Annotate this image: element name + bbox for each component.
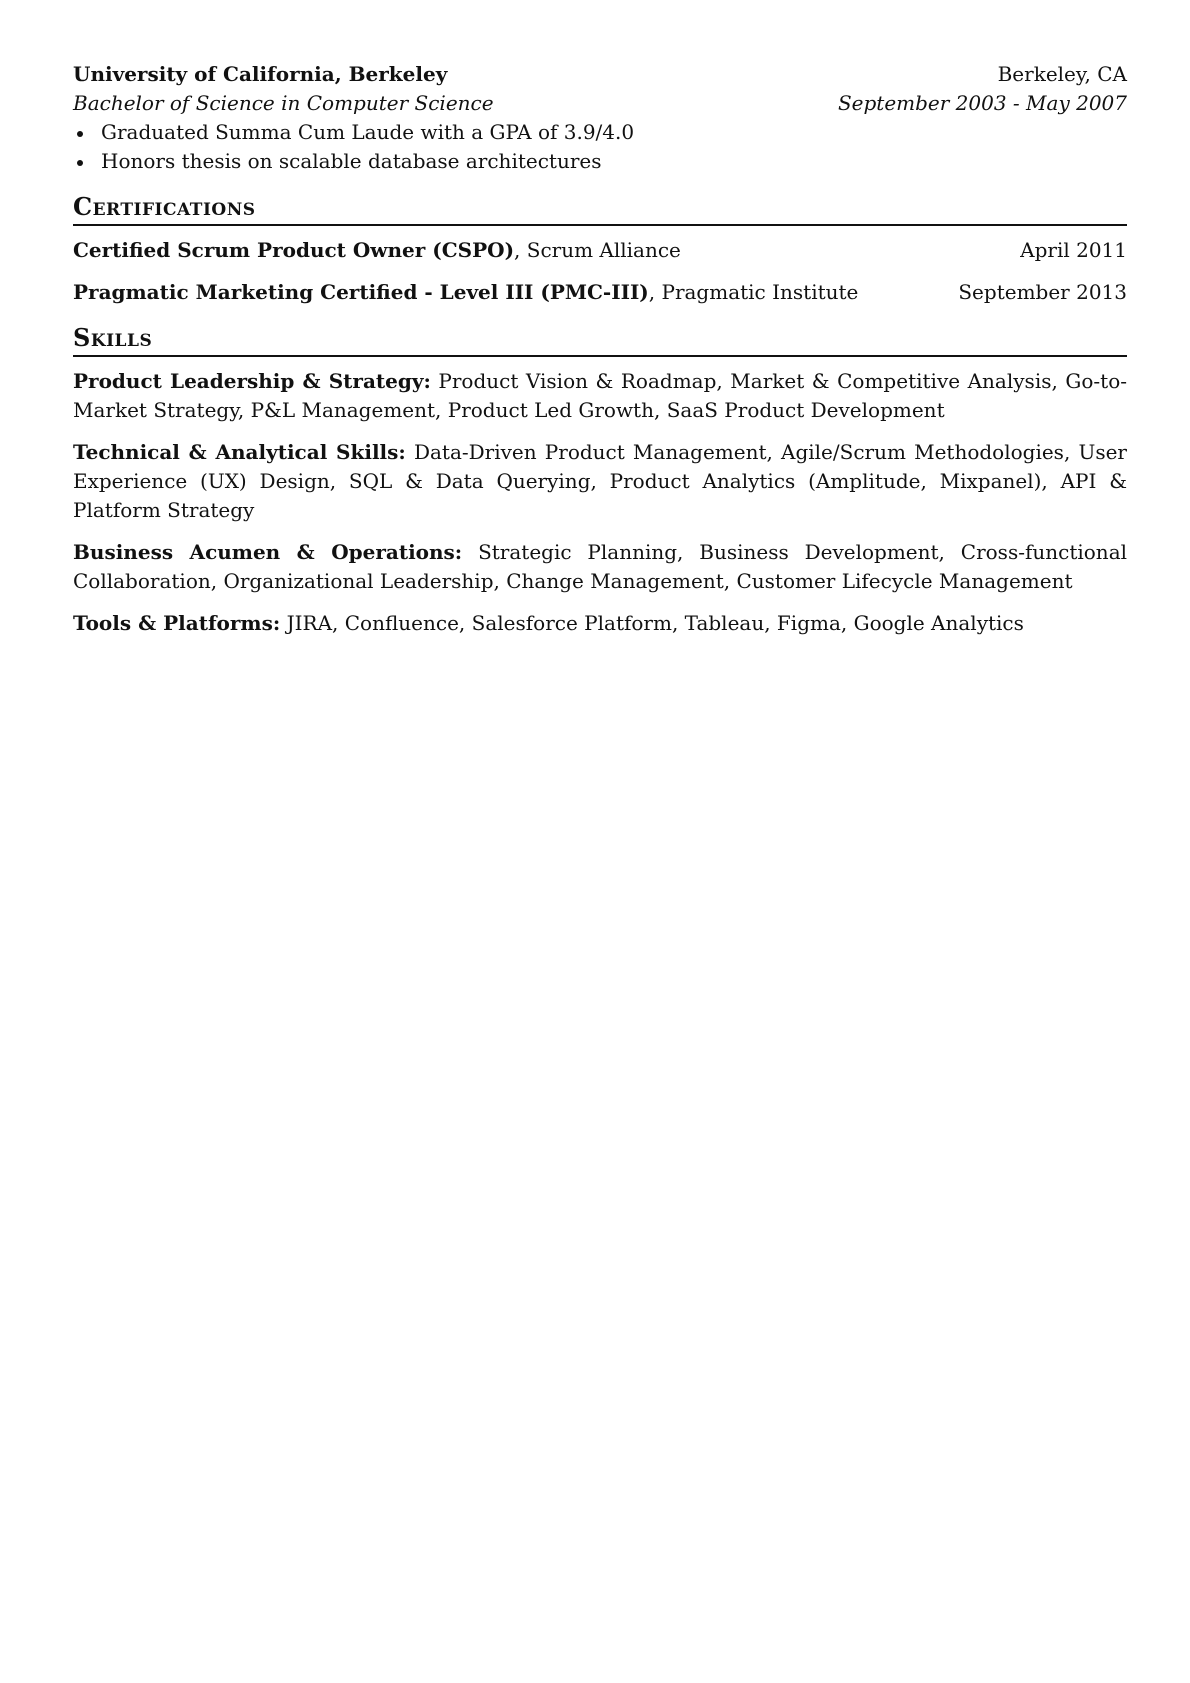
education-bullet: Graduated Summa Cum Laude with a GPA of 3.9/4.0 — [73, 118, 1127, 147]
degree-name: Bachelor of Science in Computer Science — [73, 91, 494, 115]
certification-item — [73, 278, 1127, 307]
education-header-row — [73, 60, 1127, 89]
skill-group — [73, 438, 1127, 525]
skill-group-label: Business Acumen & Operations: — [73, 540, 463, 564]
skills-heading: Skills — [73, 323, 1127, 357]
skill-group-text: Strategic Planning, Business Development, Cross-functional Collaboration, Organizational Leadership, Change Management, Customer Lifecycle Management — [73, 540, 1128, 593]
skill-group — [73, 367, 1127, 425]
education-dates: September 2003 - May 2007 — [837, 91, 1127, 115]
skill-group-label: Product Leadership & Strategy: — [73, 369, 431, 393]
skill-group-text: Product Vision & Roadmap, Market & Competitive Analysis, Go-to-Market Strategy, P&L Management, Product Led Growth, SaaS Product Development — [73, 369, 1127, 422]
certification-date: September 2013 — [958, 280, 1127, 304]
skill-group — [73, 609, 1127, 638]
certification-issuer: , Pragmatic Institute — [648, 280, 859, 304]
institution-location: Berkeley, CA — [997, 62, 1127, 86]
resume-page — [73, 60, 1127, 651]
certification-name: Pragmatic Marketing Certified - Level III (PMC-III) — [73, 280, 649, 304]
certification-name: Certified Scrum Product Owner (CSPO) — [73, 238, 515, 262]
certification-name-group — [73, 236, 681, 265]
education-bullets — [73, 118, 1127, 176]
skill-group-text: Data-Driven Product Management, Agile/Scrum Methodologies, User Experience (UX) Design, SQL & Data Querying, Product Analytics (Amplitude, Mixpanel), API & Platform Strategy — [73, 440, 1127, 522]
certification-name-group — [73, 278, 858, 307]
certification-item — [73, 236, 1127, 265]
education-entry — [73, 60, 1127, 176]
skill-group-label: Tools & Platforms: — [73, 611, 281, 635]
certifications-heading: Certifications — [73, 192, 1127, 226]
certification-issuer: , Scrum Alliance — [514, 238, 681, 262]
certifications-section — [73, 192, 1127, 307]
institution-name: University of California, Berkeley — [73, 62, 448, 86]
education-degree-row — [73, 89, 1127, 118]
education-bullet: Honors thesis on scalable database architectures — [73, 147, 1127, 176]
skill-group-text: JIRA, Confluence, Salesforce Platform, Tableau, Figma, Google Analytics — [280, 611, 1024, 635]
certification-date: April 2011 — [1020, 238, 1127, 262]
skill-group-label: Technical & Analytical Skills: — [73, 440, 406, 464]
skill-group — [73, 538, 1127, 596]
skills-section — [73, 323, 1127, 638]
